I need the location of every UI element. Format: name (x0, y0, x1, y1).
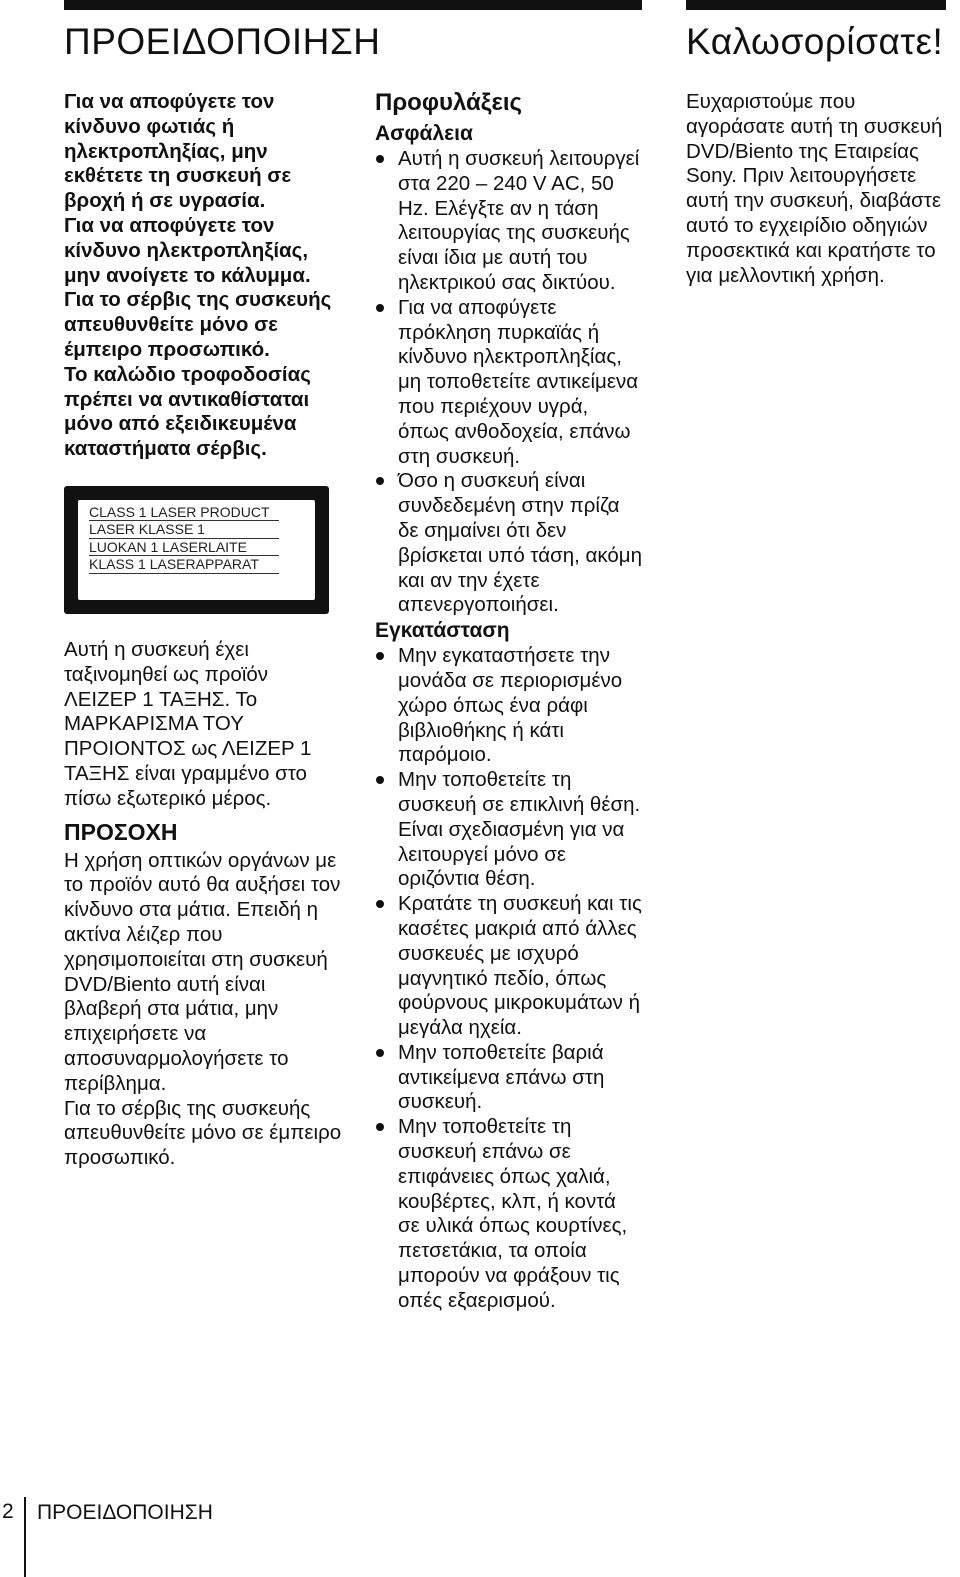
footer-divider (24, 1497, 26, 1577)
welcome-text: Ευχαριστούμε που αγοράσατε αυτή τη συσκευή DVD/Biento της Εταιρείας Sony. Πριν λειτουργήσετε αυτή την συσκευή, διαβάστε αυτό το εγχειρίδιο οδηγιών προσεκτικά και κρατήστε το για μελλοντική χρήση. (686, 90, 943, 287)
laser-label-line: LUOKAN 1 LASERLAITE (89, 539, 279, 556)
list-item: Μην εγκαταστήσετε την μονάδα σε περιορισμένο χώρο όπως ένα ράφι βιβλιοθήκης ή κάτι παρόμοιο. (375, 644, 643, 768)
warning-paragraph: Για να αποφύγετε τον κίνδυνο φωτιάς ή ηλεκτροπληξίας, μην εκθέτετε τη συσκευή σε βροχή ή σε υγρασία. (64, 90, 292, 213)
safety-subheading: Ασφάλεια (375, 122, 473, 145)
caution-heading: ΠΡΟΣΟΧΗ (64, 818, 178, 845)
top-rule-left (64, 0, 642, 10)
laser-label-text (89, 504, 279, 574)
warning-heading: ΠΡΟΕΙΔΟΠΟΙΗΣΗ (64, 21, 381, 62)
warning-bold-block (64, 90, 344, 462)
laser-classification-text: Αυτή η συσκευή έχει ταξινομηθεί ως προϊόν ΛΕΙΖΕΡ 1 ΤΑΞΗΣ. Το ΜΑΡΚΑΡΙΣΜΑ ΤΟΥ ΠΡΟΙΟΝΤΟΣ ως ΛΕΙΖΕΡ 1 ΤΑΞΗΣ είναι γραμμένο στο πίσω εξωτερικό μέρος. (64, 637, 312, 810)
caution-paragraph: Η χρήση οπτικών οργάνων με το προϊόν αυτό θα αυξήσει τον κίνδυνο στα μάτια. Επειδή η ακτίνα λέιζερ που χρησιμοποιείται στη συσκευή DVD/Biento αυτή είναι βλαβερή στα μάτια, μην επιχειρήσετε να αποσυναρμολογήσετε το περίβλημα. (64, 848, 341, 1095)
list-item: Για να αποφύγετε πρόκληση πυρκαϊάς ή κίνδυνο ηλεκτροπληξίας, μη τοποθετείτε αντικείμενα που περιέχουν υγρά, όπως ανθοδοχεία, επάνω στη συσκευή. (375, 296, 643, 470)
installation-list (375, 644, 643, 1314)
laser-label-line: LASER KLASSE 1 (89, 521, 279, 538)
list-item: Μην τοποθετείτε τη συσκευή σε επικλινή θέση. Είναι σχεδιασμένη για να λειτουργεί μόνο σε οριζόντια θέση. (375, 768, 643, 892)
list-item: Μην τοποθετείτε βαριά αντικείμενα επάνω στη συσκευή. (375, 1041, 643, 1115)
caution-paragraph: Για το σέρβις της συσκευής απευθυνθείτε μόνο σε έμπειρο προσωπικό. (64, 1096, 342, 1170)
safety-list (375, 147, 643, 618)
welcome-heading: Καλωσορίσατε! (686, 21, 944, 62)
precautions-heading: Προφυλάξεις (375, 89, 523, 116)
list-item: Μην τοποθετείτε τη συσκευή επάνω σε επιφάνειες όπως χαλιά, κουβέρτες, κλπ, ή κοντά σε υλικά όπως κουρτίνες, πετσετάκια, τα οποία μπορούν να φράξουν τις οπές εξαερισμού. (375, 1115, 643, 1313)
welcome-column (686, 90, 952, 288)
top-rule-right (686, 0, 946, 10)
footer-section-label: ΠΡΟΕΙΔΟΠΟΙΗΣΗ (37, 1501, 213, 1524)
laser-product-label (64, 486, 329, 614)
laser-label-line: CLASS 1 LASER PRODUCT (89, 504, 279, 521)
list-item: Κρατάτε τη συσκευή και τις κασέτες μακριά από άλλες συσκευές με ισχυρό μαγνητικό πεδίο, όπως φούρνους μικροκυμάτων ή μεγάλα ηχεία. (375, 892, 643, 1041)
installation-subheading: Εγκατάσταση (375, 619, 510, 643)
warning-paragraph: Το καλώδιο τροφοδοσίας πρέπει να αντικαθίσταται μόνο από εξειδικευμένα καταστήματα σέρβις. (64, 362, 311, 461)
list-item: Αυτή η συσκευή λειτουργεί στα 220 – 240 V AC, 50 Hz. Ελέγξτε αν η τάση λειτουργίας της συσκευής είναι ίδια με αυτή του ηλεκτρικού σας δικτύου. (375, 147, 643, 296)
page-number: 2 (2, 1500, 14, 1523)
list-item: Όσο η συσκευή είναι συνδεδεμένη στην πρίζα δε σημαίνει ότι δεν βρίσκεται υπό τάση, ακόμη και αν την έχετε απενεργοποιήσει. (375, 469, 643, 618)
laser-label-line: KLASS 1 LASERAPPARAT (89, 556, 279, 573)
warning-paragraph: Για να αποφύγετε τον κίνδυνο ηλεκτροπληξίας, μην ανοίγετε το κάλυμμα. Για το σέρβις της συσκευής απευθυνθείτε μόνο σε έμπειρο προσωπικό. (64, 213, 332, 361)
warning-column (64, 90, 344, 1171)
precautions-column (375, 88, 643, 1314)
